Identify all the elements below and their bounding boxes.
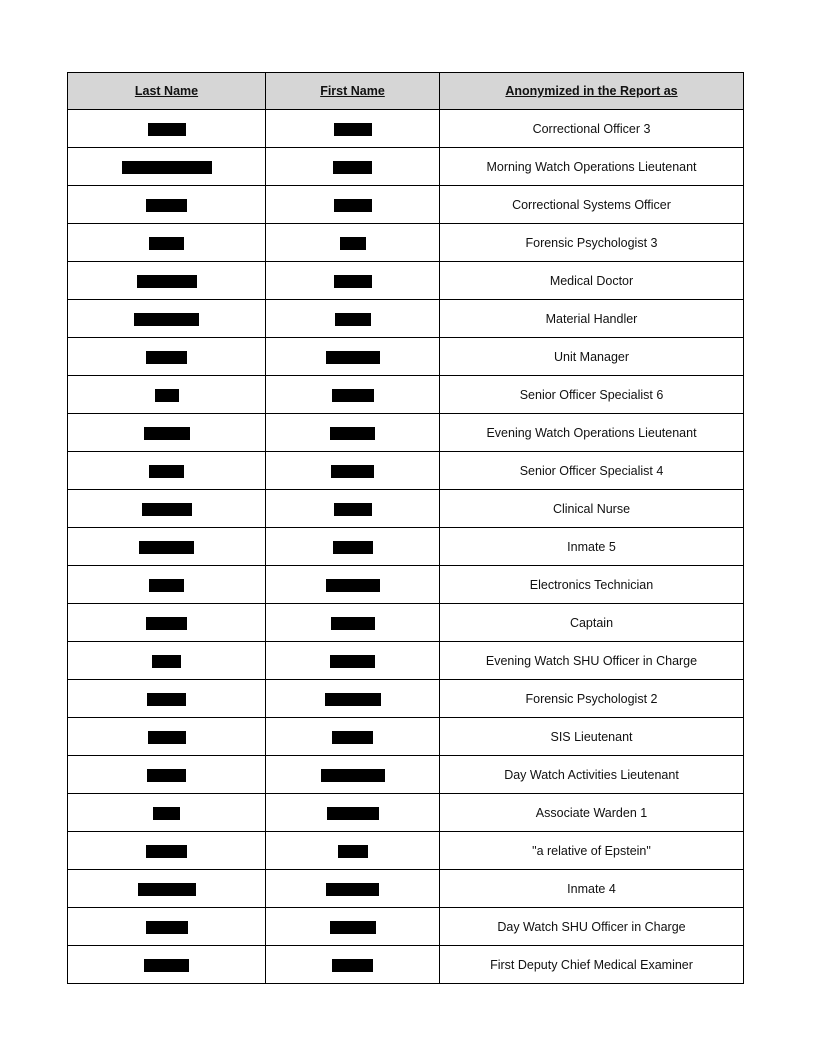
- anonymized-cell: Captain: [440, 604, 744, 642]
- anonymized-cell: Clinical Nurse: [440, 490, 744, 528]
- first-name-cell: [266, 414, 440, 452]
- redaction-bar: [147, 769, 186, 782]
- last-name-cell: [68, 870, 266, 908]
- redaction-bar: [325, 693, 381, 706]
- last-name-cell: [68, 338, 266, 376]
- first-name-cell: [266, 110, 440, 148]
- first-name-cell: [266, 756, 440, 794]
- redaction-bar: [149, 237, 184, 250]
- redaction-bar: [332, 389, 374, 402]
- anonymized-cell: Unit Manager: [440, 338, 744, 376]
- anonymized-cell: Inmate 4: [440, 870, 744, 908]
- anonymized-cell: Medical Doctor: [440, 262, 744, 300]
- table-row: [68, 224, 744, 262]
- table-row: [68, 908, 744, 946]
- table-row: [68, 490, 744, 528]
- redaction-bar: [146, 617, 187, 630]
- redaction-bar: [146, 921, 188, 934]
- table-row: [68, 756, 744, 794]
- redaction-bar: [334, 275, 372, 288]
- first-name-cell: [266, 148, 440, 186]
- table-row: [68, 186, 744, 224]
- anonymized-cell: Evening Watch SHU Officer in Charge: [440, 642, 744, 680]
- redaction-bar: [147, 693, 186, 706]
- table-row: [68, 794, 744, 832]
- table-row: [68, 148, 744, 186]
- redaction-bar: [144, 427, 190, 440]
- first-name-cell: [266, 832, 440, 870]
- last-name-cell: [68, 566, 266, 604]
- table-row: [68, 680, 744, 718]
- table-row: [68, 528, 744, 566]
- last-name-cell: [68, 832, 266, 870]
- table-row: [68, 946, 744, 984]
- table-row: [68, 870, 744, 908]
- anonymized-cell: Evening Watch Operations Lieutenant: [440, 414, 744, 452]
- last-name-cell: [68, 148, 266, 186]
- last-name-cell: [68, 528, 266, 566]
- redaction-bar: [146, 845, 187, 858]
- anonymized-cell: Correctional Officer 3: [440, 110, 744, 148]
- first-name-cell: [266, 376, 440, 414]
- first-name-cell: [266, 452, 440, 490]
- redaction-bar: [146, 351, 187, 364]
- redaction-bar: [149, 465, 184, 478]
- last-name-cell: [68, 756, 266, 794]
- last-name-cell: [68, 224, 266, 262]
- anonymized-cell: Electronics Technician: [440, 566, 744, 604]
- header-last-name: Last Name: [68, 73, 266, 110]
- anonymized-cell: Forensic Psychologist 2: [440, 680, 744, 718]
- redaction-bar: [146, 199, 187, 212]
- first-name-cell: [266, 300, 440, 338]
- anonymized-cell: Senior Officer Specialist 6: [440, 376, 744, 414]
- last-name-cell: [68, 642, 266, 680]
- table-row: [68, 642, 744, 680]
- redaction-bar: [326, 351, 380, 364]
- redaction-bar: [144, 959, 189, 972]
- redaction-bar: [321, 769, 385, 782]
- redaction-bar: [331, 465, 374, 478]
- last-name-cell: [68, 794, 266, 832]
- redaction-bar: [330, 427, 375, 440]
- last-name-cell: [68, 680, 266, 718]
- first-name-cell: [266, 186, 440, 224]
- first-name-cell: [266, 718, 440, 756]
- table-row: [68, 452, 744, 490]
- table-row: [68, 832, 744, 870]
- redaction-bar: [338, 845, 368, 858]
- last-name-cell: [68, 110, 266, 148]
- last-name-cell: [68, 414, 266, 452]
- table-row: [68, 262, 744, 300]
- first-name-cell: [266, 338, 440, 376]
- table-row: [68, 338, 744, 376]
- first-name-cell: [266, 566, 440, 604]
- redaction-bar: [138, 883, 196, 896]
- redaction-bar: [155, 389, 179, 402]
- first-name-cell: [266, 604, 440, 642]
- redaction-bar: [327, 807, 379, 820]
- redaction-bar: [334, 503, 372, 516]
- last-name-cell: [68, 490, 266, 528]
- redaction-bar: [149, 579, 184, 592]
- first-name-cell: [266, 528, 440, 566]
- first-name-cell: [266, 262, 440, 300]
- header-row: [68, 73, 744, 110]
- last-name-cell: [68, 186, 266, 224]
- anonymized-cell: First Deputy Chief Medical Examiner: [440, 946, 744, 984]
- redaction-bar: [326, 579, 380, 592]
- redaction-bar: [122, 161, 212, 174]
- redaction-bar: [332, 731, 373, 744]
- redaction-bar: [142, 503, 192, 516]
- redaction-bar: [152, 655, 181, 668]
- first-name-cell: [266, 908, 440, 946]
- last-name-cell: [68, 946, 266, 984]
- last-name-cell: [68, 262, 266, 300]
- anonymization-table: [67, 72, 744, 984]
- first-name-cell: [266, 224, 440, 262]
- redaction-bar: [334, 123, 372, 136]
- redaction-bar: [332, 959, 373, 972]
- table-row: [68, 300, 744, 338]
- anonymized-cell: Correctional Systems Officer: [440, 186, 744, 224]
- redaction-bar: [331, 617, 375, 630]
- first-name-cell: [266, 870, 440, 908]
- table-row: [68, 376, 744, 414]
- last-name-cell: [68, 376, 266, 414]
- redaction-bar: [139, 541, 194, 554]
- anonymized-cell: Associate Warden 1: [440, 794, 744, 832]
- header-anonymized: Anonymized in the Report as: [440, 73, 744, 110]
- header-first-name: First Name: [266, 73, 440, 110]
- anonymized-cell: Day Watch SHU Officer in Charge: [440, 908, 744, 946]
- anonymized-cell: Senior Officer Specialist 4: [440, 452, 744, 490]
- last-name-cell: [68, 452, 266, 490]
- redaction-bar: [148, 731, 186, 744]
- last-name-cell: [68, 300, 266, 338]
- redaction-bar: [335, 313, 371, 326]
- table-row: [68, 110, 744, 148]
- redaction-bar: [148, 123, 186, 136]
- redaction-bar: [334, 199, 372, 212]
- last-name-cell: [68, 718, 266, 756]
- anonymized-cell: "a relative of Epstein": [440, 832, 744, 870]
- anonymized-cell: SIS Lieutenant: [440, 718, 744, 756]
- last-name-cell: [68, 908, 266, 946]
- first-name-cell: [266, 946, 440, 984]
- table-row: [68, 604, 744, 642]
- redaction-bar: [134, 313, 199, 326]
- redaction-bar: [333, 161, 372, 174]
- redaction-bar: [340, 237, 366, 250]
- redaction-bar: [330, 921, 376, 934]
- last-name-cell: [68, 604, 266, 642]
- first-name-cell: [266, 680, 440, 718]
- table-row: [68, 414, 744, 452]
- anonymized-cell: Forensic Psychologist 3: [440, 224, 744, 262]
- anonymized-cell: Morning Watch Operations Lieutenant: [440, 148, 744, 186]
- first-name-cell: [266, 794, 440, 832]
- anonymized-cell: Material Handler: [440, 300, 744, 338]
- redaction-bar: [333, 541, 373, 554]
- table-row: [68, 566, 744, 604]
- table-row: [68, 718, 744, 756]
- anonymized-cell: Inmate 5: [440, 528, 744, 566]
- table-body: [68, 110, 744, 984]
- redaction-bar: [326, 883, 379, 896]
- redaction-bar: [153, 807, 180, 820]
- first-name-cell: [266, 490, 440, 528]
- redaction-bar: [330, 655, 375, 668]
- first-name-cell: [266, 642, 440, 680]
- redaction-bar: [137, 275, 197, 288]
- anonymized-cell: Day Watch Activities Lieutenant: [440, 756, 744, 794]
